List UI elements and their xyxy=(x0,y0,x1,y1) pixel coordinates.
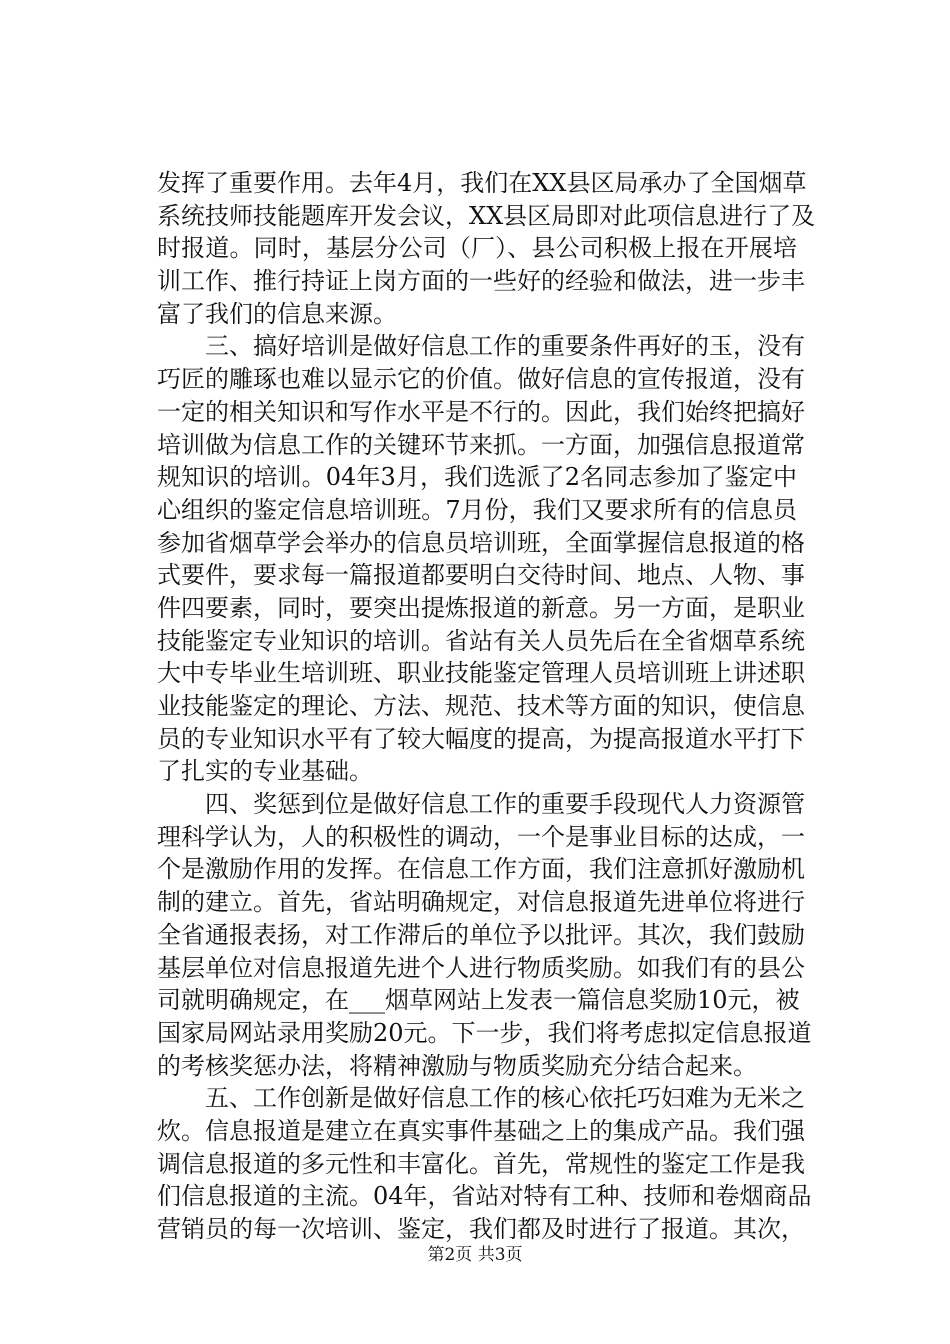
text-line: 的考核奖惩办法，将精神激励与物质奖励充分结合起来。 xyxy=(157,1051,757,1080)
text-line: 件四要素，同时，要突出提炼报道的新意。另一方面，是职业 xyxy=(157,593,805,622)
text-line: 大中专毕业生培训班、职业技能鉴定管理人员培训班上讲述职 xyxy=(157,659,805,688)
text-line: 营销员的每一次培训、鉴定，我们都及时进行了报道。其次， xyxy=(157,1215,805,1243)
text-line: 员的专业知识水平有了较大幅度的提高，为提高报道水平打下 xyxy=(157,724,805,753)
text-line: 时报道。同时，基层分公司（厂）、县公司积极上报在开展培 xyxy=(157,234,797,263)
text-line: 基层单位对信息报道先进个人进行物质奖励。如我们有的县公 xyxy=(157,953,805,982)
text-line: 规知识的培训。04年3月，我们选派了2名同志参加了鉴定中 xyxy=(157,463,797,492)
text-line: 四、奖惩到位是做好信息工作的重要手段现代人力资源管 xyxy=(157,790,805,819)
page-footer: 第2页 共3页 xyxy=(427,1245,523,1265)
text-line: 培训做为信息工作的关键环节来抓。一方面，加强信息报道常 xyxy=(157,430,805,459)
text-line: 制的建立。首先，省站明确规定，对信息报道先进单位将进行 xyxy=(157,888,805,917)
text-line: 个是激励作用的发挥。在信息工作方面，我们注意抓好激励机 xyxy=(157,855,805,884)
text-line: 业技能鉴定的理论、方法、规范、技术等方面的知识，使信息 xyxy=(157,692,805,720)
document-body xyxy=(157,167,816,1246)
text-line: 心组织的鉴定信息培训班。7月份，我们又要求所有的信息员 xyxy=(157,495,797,524)
text-line: 五、工作创新是做好信息工作的核心依托巧妇难为无米之 xyxy=(157,1084,805,1113)
text-line: 三、搞好培训是做好信息工作的重要条件再好的玉，没有 xyxy=(157,332,805,361)
text-line: 系统技师技能题库开发会议，XX县区局即对此项信息进行了及 xyxy=(157,201,816,230)
text-line: 调信息报道的多元性和丰富化。首先，常规性的鉴定工作是我 xyxy=(157,1149,805,1178)
text-line: 训工作、推行持证上岗方面的一些好的经验和做法，进一步丰 xyxy=(157,267,805,296)
text-line: 技能鉴定专业知识的培训。省站有关人员先后在全省烟草系统 xyxy=(157,626,805,655)
text-line: 了扎实的专业基础。 xyxy=(157,757,373,786)
text-line: 一定的相关知识和写作水平是不行的。因此，我们始终把搞好 xyxy=(157,397,805,426)
text-line: 参加省烟草学会举办的信息员培训班，全面掌握信息报道的格 xyxy=(157,528,805,557)
text-line: 们信息报道的主流。04年，省站对特有工种、技师和卷烟商品 xyxy=(157,1182,812,1211)
text-line: 巧匠的雕琢也难以显示它的价值。做好信息的宣传报道，没有 xyxy=(157,365,805,394)
text-line: 富了我们的信息来源。 xyxy=(157,299,397,328)
text-line: 式要件，要求每一篇报道都要明白交待时间、地点、人物、事 xyxy=(157,561,805,590)
text-line: 炊。信息报道是建立在真实事件基础之上的集成产品。我们强 xyxy=(157,1116,805,1145)
text-line: 国家局网站录用奖励20元。下一步，我们将考虑拟定信息报道 xyxy=(157,1018,812,1047)
text-line: 理科学认为，人的积极性的调动，一个是事业目标的达成，一 xyxy=(157,822,805,851)
text-line: 司就明确规定，在___烟草网站上发表一篇信息奖励10元，被 xyxy=(157,986,800,1015)
text-line: 发挥了重要作用。去年4月，我们在XX县区局承办了全国烟草 xyxy=(157,169,807,197)
text-line: 全省通报表扬，对工作滞后的单位予以批评。其次，我们鼓励 xyxy=(157,920,805,949)
